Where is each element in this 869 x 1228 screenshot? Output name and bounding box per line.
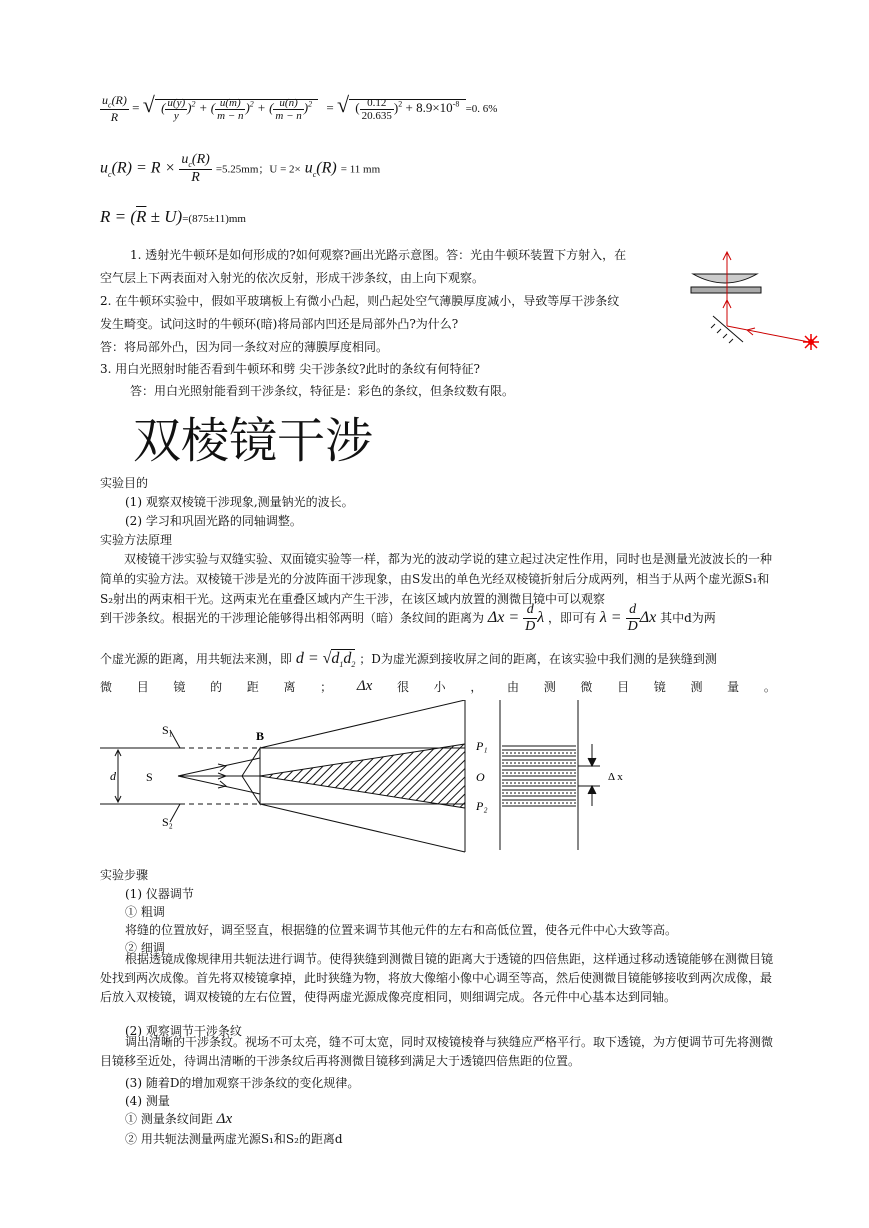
principle-line-4: 微 目 镜 的 距 离 ； Δx 很 小 ， 由 测 微 目 镜 测 量 。	[100, 678, 776, 694]
step-2-text: 调出清晰的干涉条纹。视场不可太亮，缝不可太宽，同时双棱镜棱脊与狭缝应严格平行。取下透镜，为方便调节可先将测微目镜移至近处，待调出清晰的干涉条纹后再将测微目镜移到满足大于透镜四倍焦距的位置。	[100, 1035, 774, 1068]
question-1: 1. 透射光牛顿环是如何形成的?如何观察?画出光路示意图。答：光由牛顿环装置下方射入，在	[130, 248, 627, 262]
question-2: 2. 在牛顿环实验中，假如平玻璃板上有微小凸起，则凸起处空气薄膜厚度减小，导致等厚干涉条纹	[100, 294, 620, 308]
principle-heading: 实验方法原理	[100, 533, 173, 547]
principle-line-2: 到干涉条纹。根据光的干涉理论能够得出相邻两明（暗）条纹间的距离为 Δx = $\frac{d}{D}$ λ ，即可有 λ = $\frac{d}{D}$ Δx 其中d为两	[100, 602, 716, 634]
question-3: 3. 用白光照射时能否看到牛顿环和劈 尖干涉条纹?此时的条纹有何特征?	[100, 362, 480, 376]
step-3: (3) 随着D的增加观察干涉条纹的变化规律。	[125, 1076, 360, 1090]
principle-paragraph-1: 双棱镜干涉实验与双缝实验、双面镜实验等一样，都为光的波动学说的建立起过决定性作用，同时也是测量光波波长的一种简单的实验方法。双棱镜干涉是光的分波阵面干涉现象，由S发出的单色光经双棱镜折射后分成两列，相当于从两个虚光源S₁和S₂射出的两束相干光。这两束光在重叠区域内产生干涉，在该区域内放置的测微目镜中可以观察	[100, 552, 773, 606]
label-dx: Δ x	[608, 771, 623, 783]
answer-3: 答：用白光照射能看到干涉条纹，特征是：彩色的条纹，但条纹数有限。	[130, 384, 515, 398]
page-title: 双棱镜干涉	[133, 413, 374, 469]
label-d: d	[110, 769, 116, 783]
label-p1: P₁	[476, 739, 488, 753]
formula-3: $R = (\overline{R} \pm U)=(875\pm 11)mm$	[100, 207, 246, 226]
label-b: B	[256, 729, 265, 743]
step-2: (2) 观察调节干涉条纹	[125, 1024, 242, 1038]
step-4: (4) 测量	[125, 1094, 170, 1108]
step-1b: ② 细调	[125, 941, 165, 955]
label-s2: S₂	[162, 815, 173, 829]
question-2-cont: 发生畸变。试问这时的牛顿环(暗)将局部内凹还是局部外凸?为什么?	[100, 317, 459, 331]
label-o: O	[476, 770, 485, 784]
newton-ring-diagram	[685, 244, 825, 356]
label-p2: P₂	[476, 799, 488, 813]
principle-line-3: 个虚光源的距离，用共轭法来测，即 $d = √d_1d_2$ ；D为虚光源到接收屏之间的距离，在该实验中我们测的是狭缝到测	[100, 650, 717, 670]
formula-2: $u_c(R) = R$ × $\frac{u_c(R)}{R}$ =5.25mm；$U = 2\times u_c(R) = 11$ mm	[100, 152, 381, 185]
step-1a: ① 粗调	[125, 905, 165, 919]
biprism-diagram	[100, 700, 660, 860]
label-s1: S₁	[162, 723, 173, 737]
step-1: (1) 仪器调节	[125, 887, 194, 901]
purpose-item-2: (2) 学习和巩固光路的同轴调整。	[125, 514, 302, 528]
step-1b-text: 根据透镜成像规律用共轭法进行调节。使得狭缝到测微目镜的距离大于透镜的四倍焦距，这样通过移动透镜能够在测微目镜处找到两次成像。首先将双棱镜拿掉，此时狭缝为物，将放大像缩小像中心调至等高，然后使测微目镜能够接收到两次成像，最后放入双棱镜，调双棱镜的左右位置，使得两虚光源成像亮度相同，则细调完成。各元件中心基本达到同轴。	[100, 952, 774, 1004]
step-1a-text: 将缝的位置放好，调至竖直，根据缝的位置来调节其他元件的左右和高低位置，使各元件中心大致等高。	[125, 923, 678, 937]
purpose-item-1: (1) 观察双棱镜干涉现象,测量钠光的波长。	[125, 495, 354, 509]
step-4a: ① 测量条纹间距 Δx	[125, 1111, 233, 1127]
question-1-cont: 空气层上下两表面对入射光的依次反射，形成干涉条纹，由上向下观察。	[100, 271, 485, 285]
purpose-heading: 实验目的	[100, 476, 149, 490]
label-s: S	[146, 770, 153, 784]
step-4b: ② 用共轭法测量两虚光源S₁和S₂的距离d	[125, 1132, 343, 1146]
formula-1: $\frac{u_c(R)}{R}$ = √ ( $\frac{u(y)}{y}$ )$^2$ + ( $\frac{u(m)}{m - n}$ )$^2$ + ( $\frac{u(n)}{m - n}$ )$^2$ = √ ( $\frac{0.12}{20.635}$ )$^2 + 8.9\times 10^{-8} =0$. 6%	[102, 92, 498, 125]
answer-2: 答：将局部外凸，因为同一条纹对应的薄膜厚度相同。	[100, 340, 389, 354]
steps-heading: 实验步骤	[100, 868, 149, 882]
